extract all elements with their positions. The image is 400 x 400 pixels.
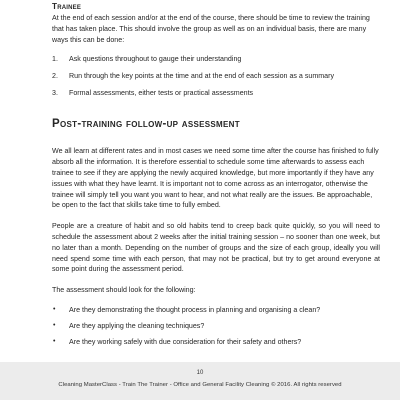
trainee-numbered-list [52, 54, 380, 98]
list-item [52, 321, 380, 331]
list-item-text: Ask questions throughout to gauge their understanding [69, 55, 242, 64]
list-item-text: Are they working safely with due consideration for their safety and others? [69, 337, 302, 346]
list-item-number: 2. [52, 72, 58, 81]
page-content [52, 0, 380, 347]
page-number: 10 [196, 370, 204, 376]
bullet-icon: • [53, 321, 56, 329]
list-item [52, 305, 380, 315]
trainee-intro-paragraph: At the end of each session and/or at the end of the course, there should be time to review the training that has taken place. This should involve the group as well as on an individual basis, there are many ways this can be done: [52, 14, 370, 44]
list-item-text: Are they applying the cleaning techniques? [69, 321, 205, 330]
list-item-number: 1. [52, 55, 58, 64]
list-item [52, 88, 380, 98]
list-item [52, 71, 380, 81]
followup-paragraph-1: We all learn at different rates and in most cases we need some time after the course has finished to fully absorb all the information. It is therefore essential to schedule some time afterwards to assess each trainee to see if they are applying the newly acquired knowledge, but more importantly if they have any issues with what they have learnt. It is important not to come across as an interrogator, otherwise the trainee will simply tell you want you want to hear, and not what really are the issues. Be approachable, be open to the fact that skills take time to fully embed. [52, 147, 379, 210]
bullet-icon: • [53, 337, 56, 345]
followup-paragraph-2: People are a creature of habit and so old habits tend to creep back quite quickly, so you will need to schedule the assessment about 2 weeks after the initial training session – no sooner than one week, but no later than a month. Depending on the number of groups and the size of each group, ideally you will need spend some time with each person, that may not be practical, but try to get around everyone at some point during the assessment period. [52, 222, 380, 274]
list-item-text: Run through the key points at the time and at the end of each session as a summary [69, 72, 334, 81]
section-heading-post-training: Post-training follow-up assessment [52, 118, 240, 131]
list-item-text: Are they demonstrating the thought process in planning and organising a clean? [69, 305, 321, 314]
bullet-icon: • [53, 305, 56, 313]
list-item [52, 337, 380, 347]
assessment-lead-in: The assessment should look for the following: [52, 286, 196, 295]
list-item [52, 54, 380, 64]
section-heading-trainee: Trainee [52, 2, 82, 11]
list-item-number: 3. [52, 89, 58, 98]
assessment-bullet-list [52, 305, 380, 347]
list-item-text: Formal assessments, either tests or practical assessments [69, 89, 254, 98]
footer-copyright: Cleaning MasterClass - Train The Trainer - Office and General Facility Cleaning © 2016. All rights reserved [58, 382, 342, 388]
page-footer [0, 362, 400, 400]
